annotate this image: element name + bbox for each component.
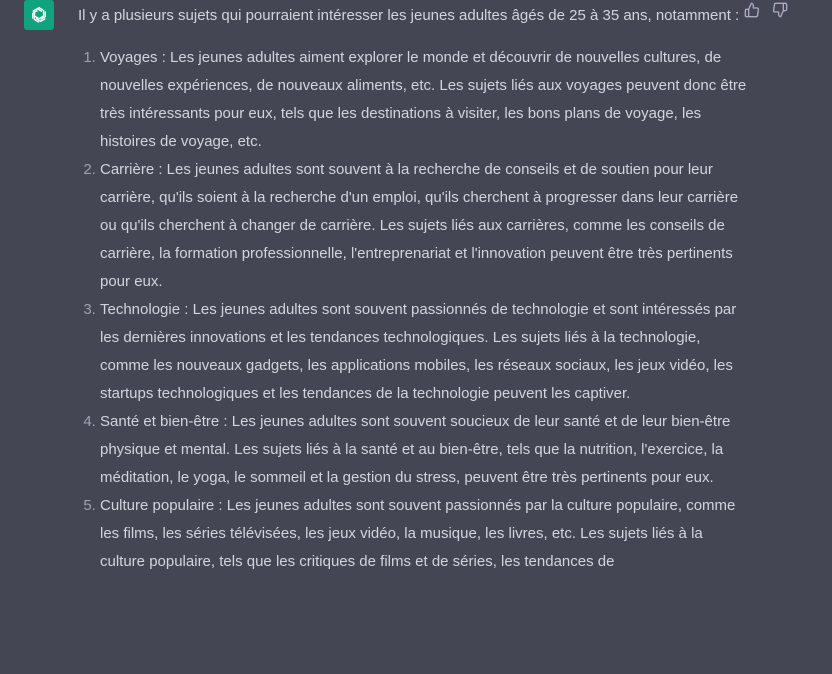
openai-logo-icon (28, 4, 50, 26)
list-item: 2. Carrière : Les jeunes adultes sont souvent à la recherche de conseils et de soutien pour leur carrière, qu'ils soient à la recherche d'un emploi, qu'ils cherchent à progresser dans leur carrière ou qu'ils cherchent à changer de carrière. Les sujets liés aux carrières, comme les conseils de carrière, la formation professionnelle, l'entreprenariat et l'innovation peuvent être très pertinents pour eux. (100, 156, 748, 296)
list-item: 4. Santé et bien-être : Les jeunes adultes sont souvent soucieux de leur santé et de leur bien-être physique et mental. Les sujets liés à la santé et au bien-être, tels que la nutrition, l'exercice, la méditation, le yoga, le sommeil et la gestion du stress, peuvent être très pertinents pour eux. (100, 408, 748, 492)
list-item: 5. Culture populaire : Les jeunes adultes sont souvent passionnés par la culture populaire, comme les films, les séries télévisées, les jeux vidéo, la musique, les livres, etc. Les sujets liés à la culture populaire, tels que les critiques de films et de séries, les tendances de (100, 492, 748, 576)
topics-list (78, 44, 748, 576)
assistant-avatar (24, 0, 54, 30)
list-item: 3. Technologie : Les jeunes adultes sont souvent passionnés de technologie et sont intéressés par les dernières innovations et les tendances technologiques. Les sujets liés à la technologie, comme les nouveaux gadgets, les applications mobiles, les réseaux sociaux, les jeux vidéo, les startups technologiques et les tendances de la technologie peuvent les captiver. (100, 296, 748, 408)
dislike-button[interactable] (772, 2, 788, 18)
feedback-buttons (744, 2, 788, 18)
message-content (78, 2, 748, 576)
list-item: 1. Voyages : Les jeunes adultes aiment explorer le monde et découvrir de nouvelles cultures, de nouvelles expériences, de nouveaux aliments, etc. Les sujets liés aux voyages peuvent donc être très intéressants pour eux, tels que les destinations à visiter, les bons plans de voyage, les histoires de voyage, etc. (100, 44, 748, 156)
intro-paragraph: Il y a plusieurs sujets qui pourraient intéresser les jeunes adultes âgés de 25 à 35 ans, notamment : (78, 7, 740, 24)
thumbs-down-icon (772, 2, 788, 18)
